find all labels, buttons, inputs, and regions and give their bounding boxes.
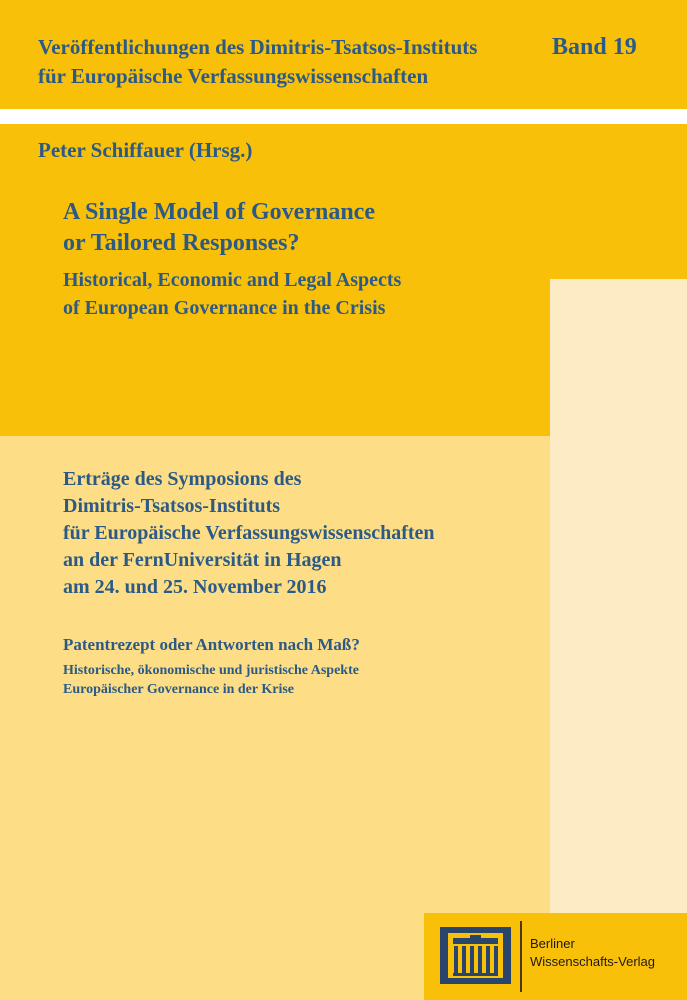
publisher-name-line-1: Berliner [530, 936, 575, 951]
editor-name: Peter Schiffauer (Hrsg.) [38, 138, 253, 162]
gate-column [478, 946, 482, 973]
book-title-line-1: A Single Model of Governance [63, 199, 375, 225]
series-title [38, 33, 518, 91]
series-title-line-1: Veröffentlichungen des Dimitris-Tsatsos-Instituts [38, 35, 478, 59]
book-subtitle [63, 266, 543, 322]
publisher-divider [520, 921, 522, 992]
symposium-line: Erträge des Symposions des [63, 468, 302, 490]
gate-column [470, 946, 474, 973]
gate-column [462, 946, 466, 973]
side-panel [550, 279, 687, 1000]
symposium-description [63, 466, 543, 601]
gate-entablature [453, 938, 498, 944]
book-title [63, 197, 543, 259]
volume-number: Band 19 [552, 34, 637, 60]
publisher-name-line-2: Wissenschafts-Verlag [530, 954, 655, 969]
gate-base [453, 973, 498, 976]
german-subtitle-line-1: Historische, ökonomische und juristische Aspekte [63, 663, 359, 678]
german-title: Patentrezept oder Antworten nach Maß? [63, 635, 360, 654]
german-subtitle [63, 661, 543, 699]
book-subtitle-line-2: of European Governance in the Crisis [63, 297, 386, 319]
gate-column [454, 946, 458, 973]
divider-strip [0, 109, 687, 124]
book-title-line-2: or Tailored Responses? [63, 230, 300, 256]
german-subtitle-line-2: Europäischer Governance in der Krise [63, 682, 294, 697]
symposium-line: Dimitris-Tsatsos-Instituts [63, 495, 281, 517]
symposium-line: für Europäische Verfassungswissenschaften [63, 522, 435, 544]
book-subtitle-line-1: Historical, Economic and Legal Aspects [63, 269, 402, 291]
gate-column [494, 946, 498, 973]
gate-column [486, 946, 490, 973]
series-title-line-2: für Europäische Verfassungswissenschaften [38, 64, 429, 88]
publisher-name [530, 935, 655, 971]
symposium-line: an der FernUniversität in Hagen [63, 549, 342, 571]
symposium-line: am 24. und 25. November 2016 [63, 576, 327, 598]
